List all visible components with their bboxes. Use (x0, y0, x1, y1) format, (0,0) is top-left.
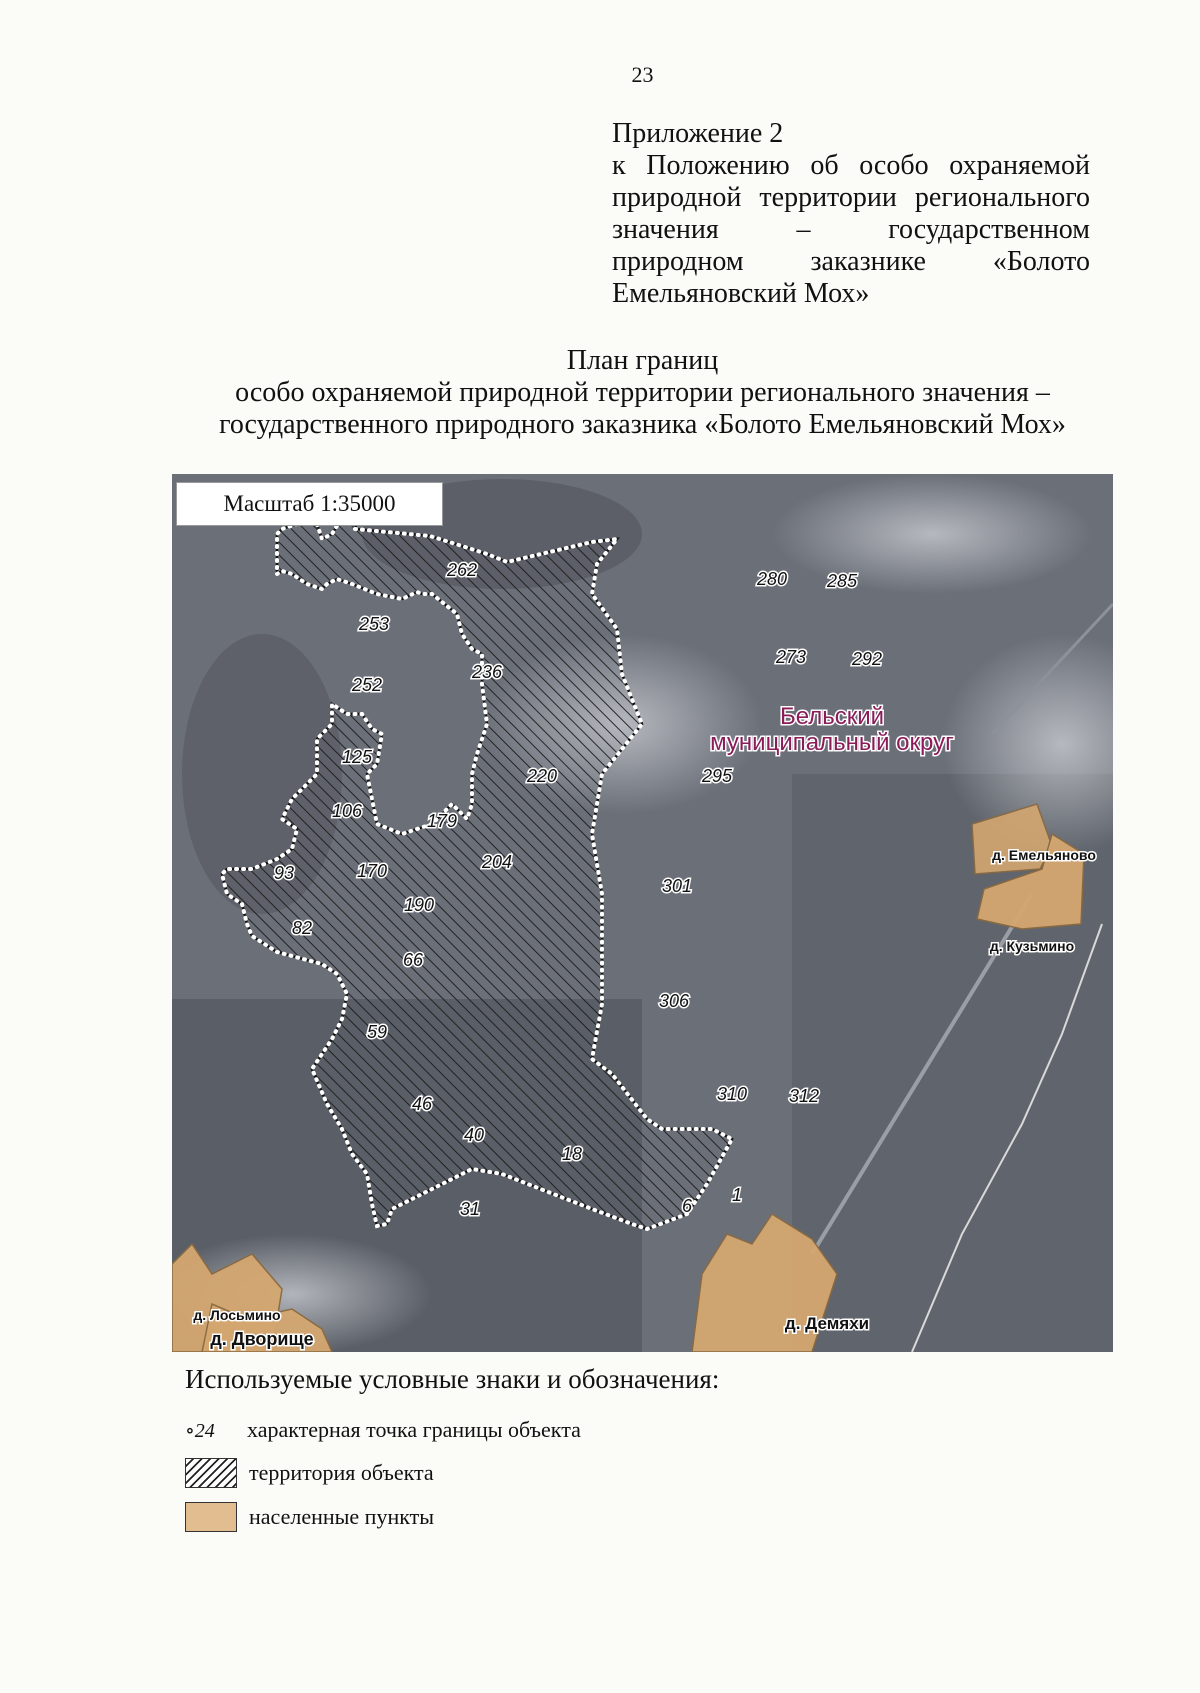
point-label: 179 (427, 811, 458, 831)
legend-title: Используемые условные знаки и обозначения: (185, 1364, 720, 1394)
point-label: 280 (757, 569, 788, 589)
hatch-swatch-icon (185, 1458, 237, 1488)
settlement-emelyanovo-label: д. Емельяново (992, 847, 1096, 863)
point-label: 46 (412, 1094, 433, 1114)
point-label: 82 (292, 918, 313, 938)
point-label: 306 (659, 991, 690, 1011)
annex-line-5: Емельяновский Мох» (612, 278, 870, 309)
point-label: 6 (682, 1196, 693, 1216)
point-label: 40 (464, 1125, 485, 1145)
page-number: 23 (631, 62, 654, 87)
settlement-demyakhi-label: д. Демяхи (784, 1314, 870, 1333)
point-label: 204 (482, 852, 513, 872)
point-label: 59 (367, 1022, 388, 1042)
legend-item-point (185, 1415, 581, 1445)
annex-title: Приложение 2 (612, 118, 784, 149)
legend-settlements-label: населенные пункты (249, 1504, 435, 1529)
boundary-map (172, 474, 1113, 1352)
plan-title: План границ (566, 345, 719, 376)
point-label: 190 (404, 895, 435, 915)
point-label: 262 (447, 560, 478, 580)
settlement-dvorishche-label: д. Дворище (210, 1329, 314, 1349)
point-label: 253 (359, 614, 390, 634)
annex-line-4: природном заказнике «Болото (612, 246, 1090, 277)
point-label: 252 (352, 675, 383, 695)
point-label: 301 (662, 876, 693, 896)
annex-line-1: к Положению об особо охраняемой (612, 150, 1090, 181)
legend-territory-label: территория объекта (249, 1460, 434, 1485)
point-label: 310 (717, 1084, 748, 1104)
district-label-line-2: муниципальный округ (710, 729, 954, 756)
annex-line-2: природной территории регионального (612, 182, 1090, 213)
map-canvas (172, 474, 1113, 1352)
point-label: 273 (776, 647, 807, 667)
settlement-swatch-icon (185, 1502, 237, 1532)
point-label: 93 (274, 863, 295, 883)
point-label: 170 (357, 861, 388, 881)
point-label: 285 (827, 571, 858, 591)
annex-heading (612, 118, 1090, 310)
point-label: 106 (332, 801, 363, 821)
point-label: 18 (562, 1144, 583, 1164)
settlement-kuzmino-label: д. Кузьмино (989, 938, 1075, 954)
point-label: 292 (852, 649, 883, 669)
legend-item-territory (185, 1458, 434, 1488)
district-label-line-1: Бельский (779, 703, 885, 730)
plan-heading (0, 345, 1200, 441)
legend-point-label: характерная точка границы объекта (247, 1417, 581, 1442)
point-label: 312 (789, 1086, 820, 1106)
plan-subtitle-line-1: особо охраняемой природной территории регионального значения – (235, 377, 1050, 408)
point-label: 31 (460, 1199, 481, 1219)
point-label: 220 (527, 766, 558, 786)
map-scale: Масштаб 1:35000 (176, 482, 443, 526)
point-label: 66 (403, 950, 424, 970)
plan-subtitle-line-2: государственного природного заказника «Болото Емельяновский Мох» (219, 409, 1066, 440)
legend-item-settlements (185, 1502, 434, 1532)
light-area (772, 474, 1092, 594)
point-label: 1 (732, 1185, 743, 1205)
point-label: 295 (702, 766, 733, 786)
point-label: 236 (472, 662, 503, 682)
boundary-point-icon: ∘24 (185, 1419, 215, 1442)
point-label: 125 (342, 747, 373, 767)
annex-line-3: значения – государственном (612, 214, 1090, 245)
settlement-losmino-label: д. Лосьмино (193, 1307, 281, 1323)
